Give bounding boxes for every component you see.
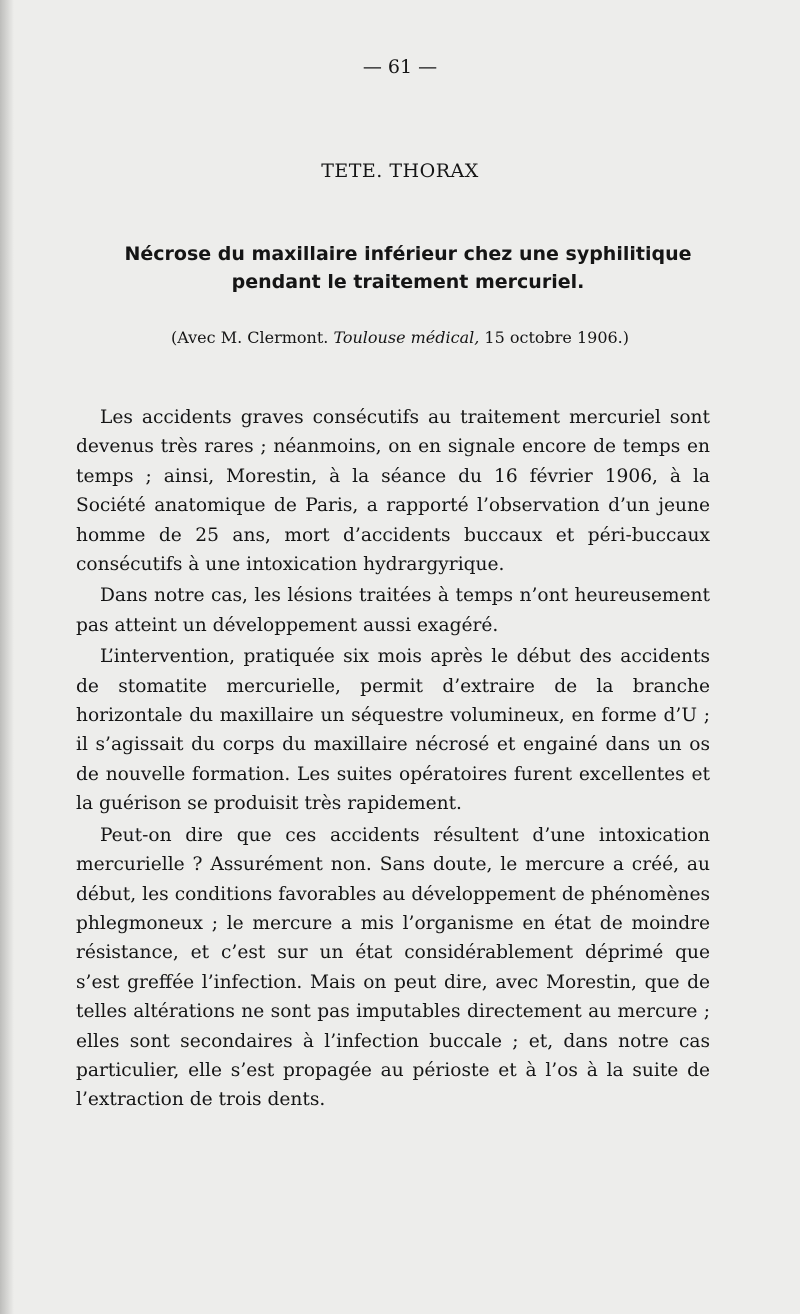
article-body (76, 403, 710, 1117)
citation-journal: Toulouse médical, (333, 328, 480, 347)
article-title (68, 240, 748, 296)
citation-suffix: 15 octobre 1906.) (479, 328, 630, 347)
page-edge-shadow (0, 0, 14, 1314)
citation-prefix: (Avec M. Clermont. (170, 328, 334, 347)
article-title-line-2: pendant le traitement mercuriel. (231, 271, 585, 293)
page-number: — 61 — (362, 56, 438, 78)
body-paragraph-3: L’intervention, pratiquée six mois après le début des accidents de stomatite mercurielle, permit d’extraire de la branche horizontale du maxillaire un séquestre volumineux, en forme d’U ; il s’agissait du corps du maxillaire nécrosé et engainé dans un os de nouvelle formation. Les suites opératoires furent excellentes et la guérison se produisit très rapidement. (76, 646, 710, 815)
body-paragraph-4: Peut-on dire que ces accidents résultent d’une intoxication mercurielle ? Assurément non. Sans doute, le mercure a créé, au début, les conditions favorables au développement de phénomènes phlegmoneux ; le mercure a mis l’organisme en état de moindre résistance, et c’est sur un état considérablement déprimé que s’est greffée l’infection. Mais on peut dire, avec Morestin, que de telles altérations ne sont pas imputables directement au mercure ; elles sont secondaires à l’infection buccale ; et, dans notre cas particulier, elle s’est propagée au périoste et à l’os à la suite de l’extraction de trois dents. (76, 824, 710, 1111)
body-paragraph-2: Dans notre cas, les lésions traitées à temps n’ont heureusement pas atteint un développement aussi exagéré. (76, 585, 710, 636)
body-paragraph-1: Les accidents graves consécutifs au traitement mercuriel sont devenus très rares ; néanmoins, on en signale encore de temps en temps ; ainsi, Morestin, à la séance du 16 février 1906, à la Société anatomique de Paris, a rapporté l’observation d’un jeune homme de 25 ans, mort d’accidents buccaux et péri-buccaux consécutifs à une intoxication hydrargyrique. (76, 407, 710, 576)
article-title-line-1: Nécrose du maxillaire inférieur chez une syphilitique (124, 243, 692, 265)
citation (0, 328, 800, 347)
section-title: TETE. THORAX (321, 160, 479, 182)
